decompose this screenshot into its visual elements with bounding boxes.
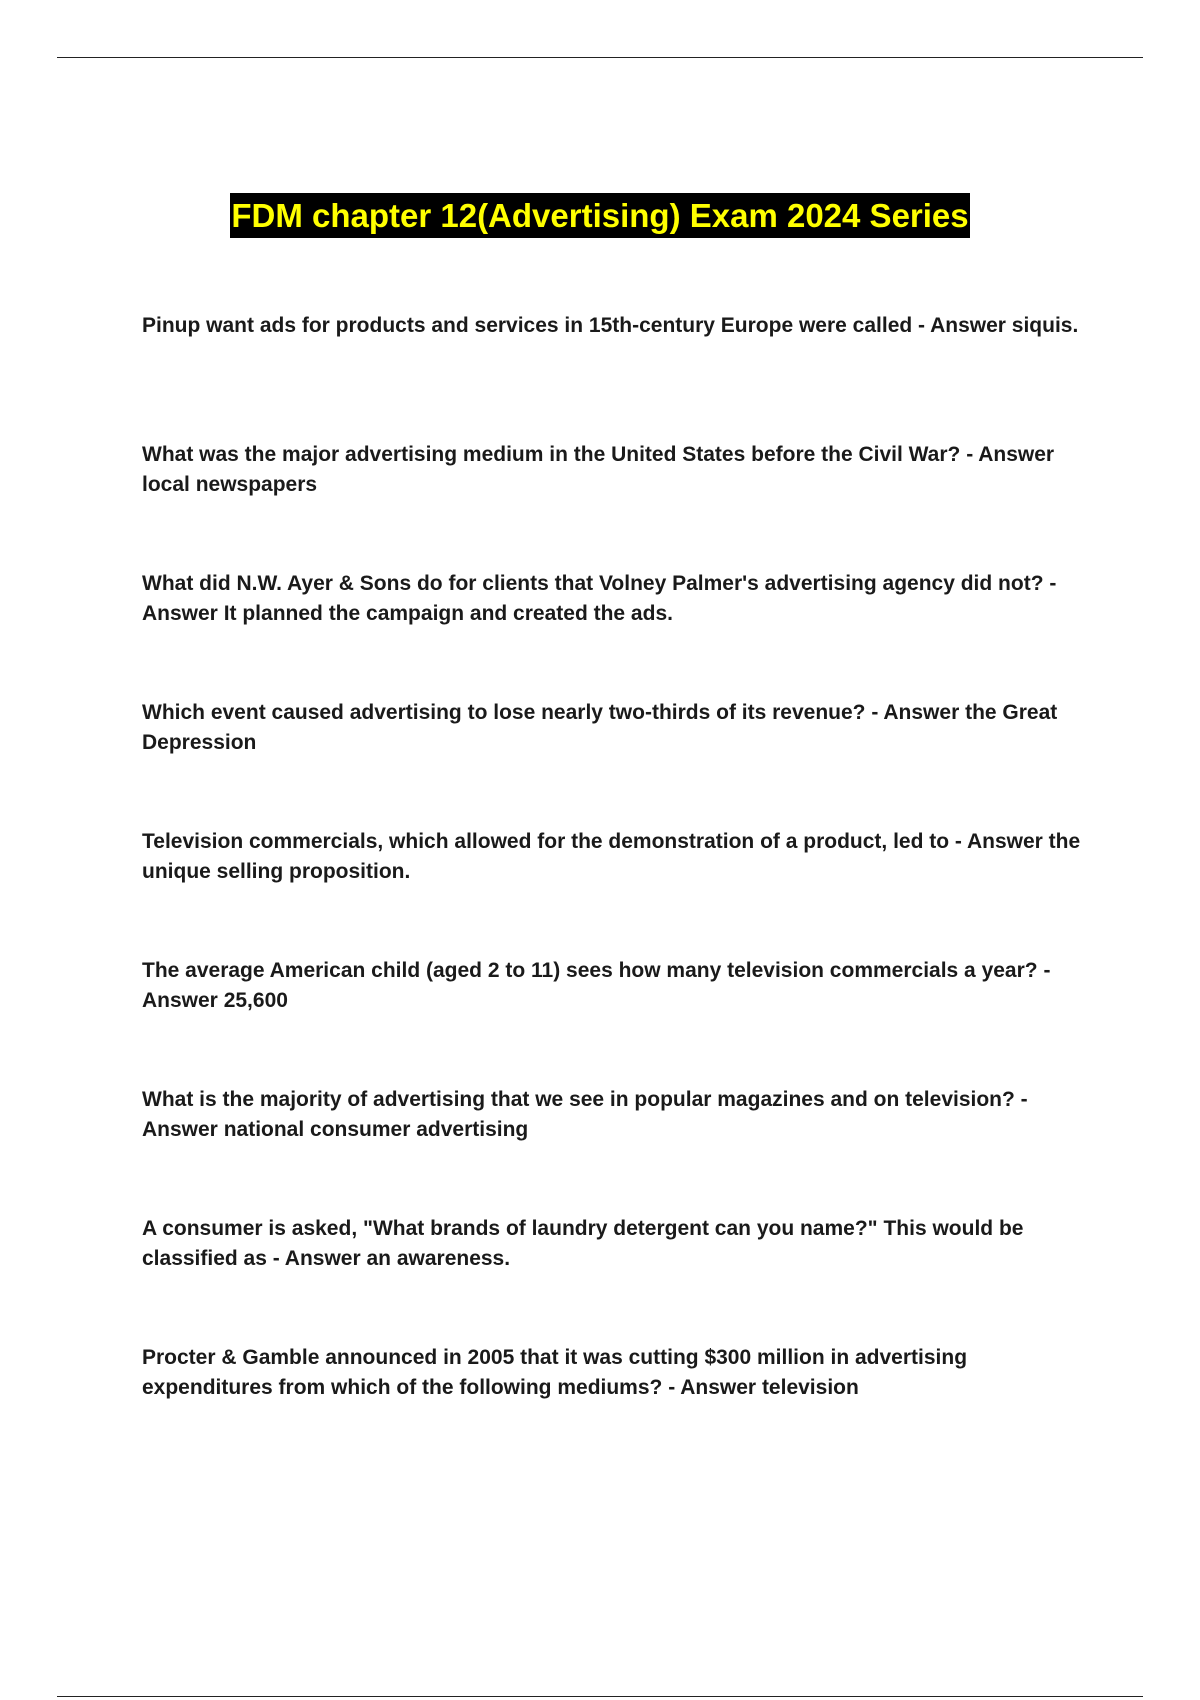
qa-item: The average American child (aged 2 to 11) sees how many television commercials a year? - Answer 25,600 [142, 959, 1051, 1012]
qa-item: What did N.W. Ayer & Sons do for clients that Volney Palmer's advertising agency did not? - Answer It planned the campaign and created the ads. [142, 572, 1057, 625]
qa-item: What is the majority of advertising that we see in popular magazines and on television? - Answer national consumer advertising [142, 1088, 1028, 1141]
qa-item: A consumer is asked, "What brands of laundry detergent can you name?" This would be classified as - Answer an awareness. [142, 1217, 1024, 1270]
qa-item: Procter & Gamble announced in 2005 that it was cutting $300 million in advertising expenditures from which of the following mediums? - Answer television [142, 1346, 968, 1399]
qa-item: Which event caused advertising to lose nearly two-thirds of its revenue? - Answer the Great Depression [142, 701, 1058, 754]
qa-item: Pinup want ads for products and services in 15th-century Europe were called - Answer siquis. [142, 314, 1079, 337]
qa-item: What was the major advertising medium in the United States before the Civil War? - Answer local newspapers [142, 443, 1055, 496]
top-rule [57, 57, 1143, 58]
qa-list [142, 311, 1102, 1472]
title-container [0, 193, 1200, 238]
document-title: FDM chapter 12(Advertising) Exam 2024 Series [230, 193, 969, 238]
bottom-rule [57, 1696, 1143, 1697]
qa-item: Television commercials, which allowed for the demonstration of a product, led to - Answer the unique selling proposition. [142, 830, 1081, 883]
